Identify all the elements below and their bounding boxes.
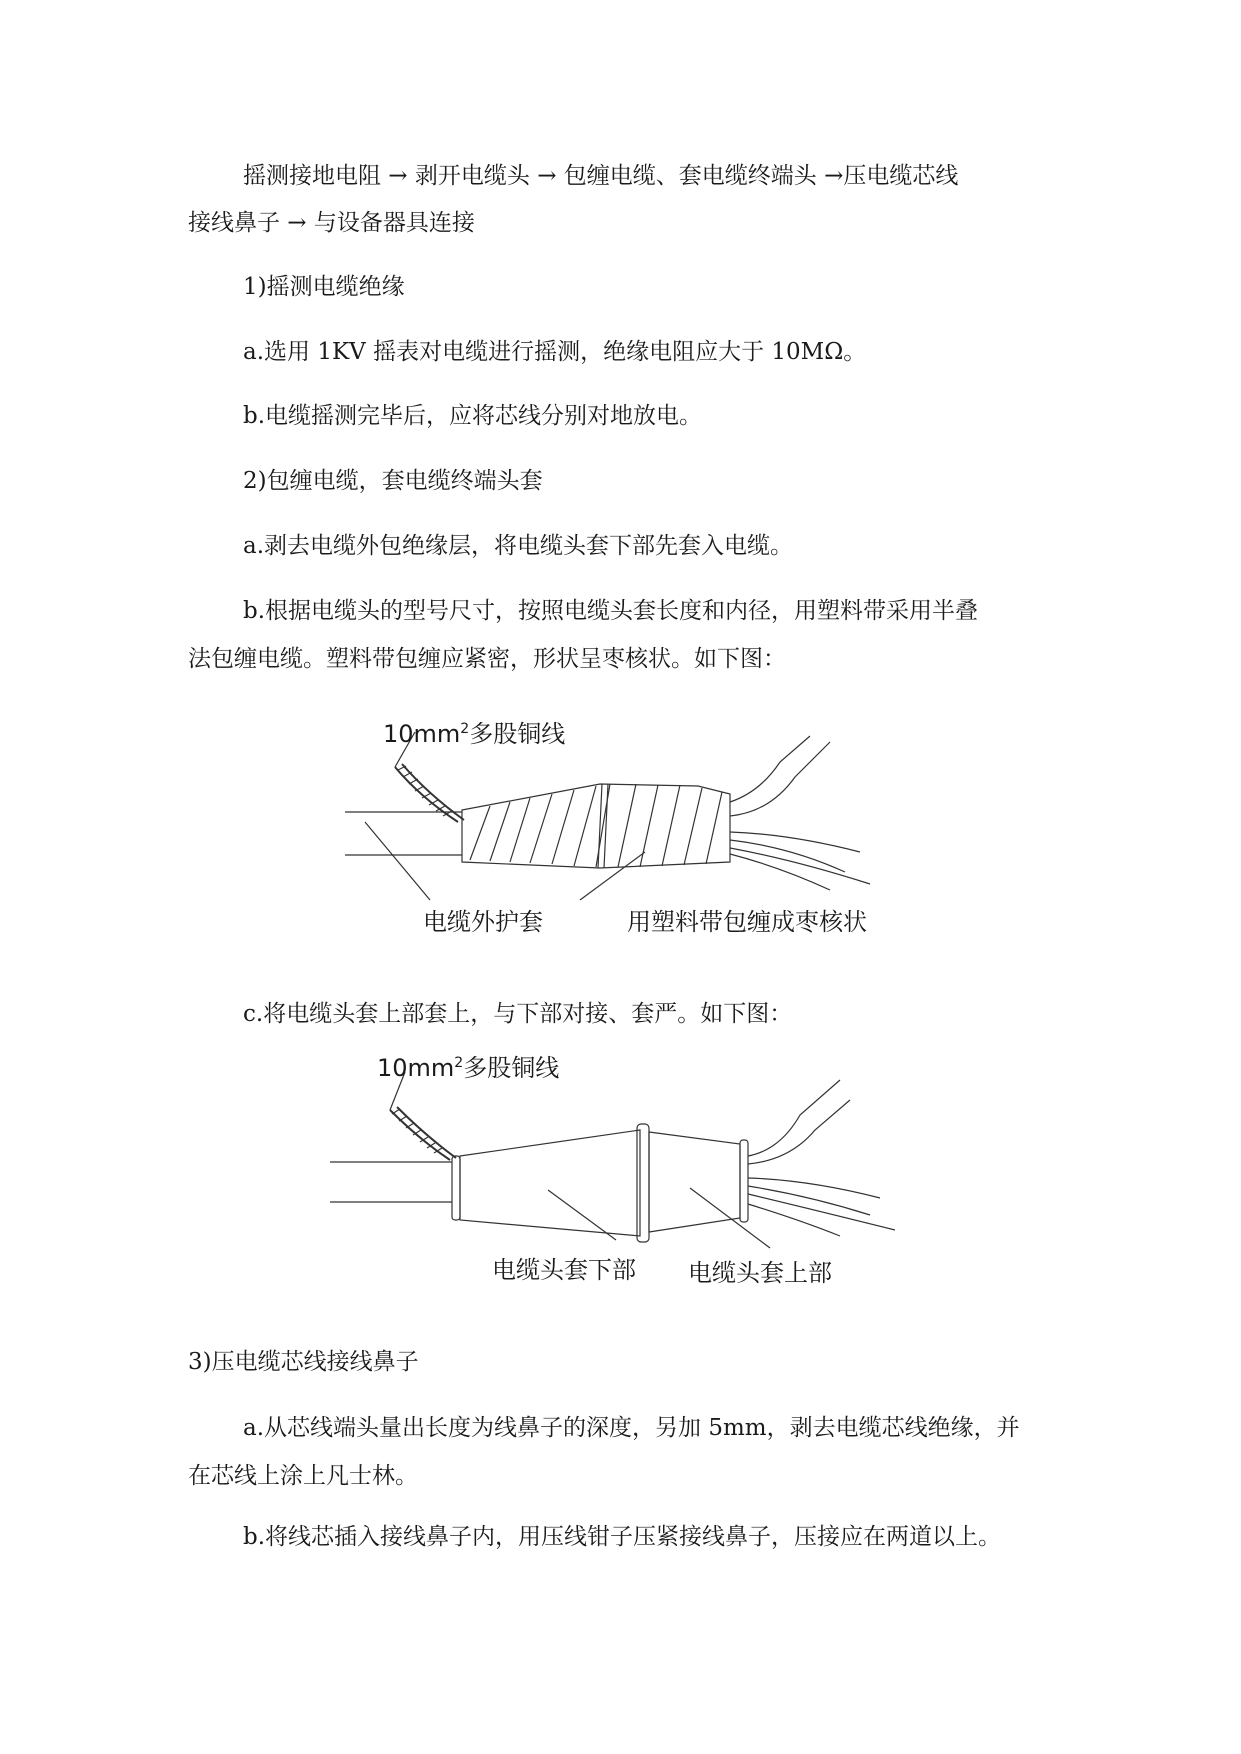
section-1-item-b: b.电缆摇测完毕后，应将芯线分别对地放电。 <box>243 403 703 429</box>
section-3-item-a-line-2: 在芯线上涂上凡士林。 <box>188 1463 418 1489</box>
section-2-title: 2)包缠电缆，套电缆终端头套 <box>243 468 543 494</box>
flow-line-2: 接线鼻子 → 与设备器具连接 <box>188 210 475 236</box>
section-2-item-b-line-2: 法包缠电缆。塑料带包缠应紧密，形状呈枣核状。如下图： <box>188 646 786 672</box>
section-3-item-b: b.将线芯插入接线鼻子内，用压线钳子压紧接线鼻子，压接应在两道以上。 <box>243 1524 1002 1550</box>
sleeve-lower <box>460 1130 640 1236</box>
figure-cable-head-sleeve <box>320 1054 940 1300</box>
section-1-item-a: a.选用 1KV 摇表对电缆进行摇测，绝缘电阻应大于 10MΩ。 <box>243 339 867 365</box>
copper-wire-2 <box>390 1110 450 1160</box>
section-3-item-a-line-1: a.从芯线端头量出长度为线鼻子的深度，另加 5mm，剥去电缆芯线绝缘，并 <box>243 1415 1020 1441</box>
fig2-lower-label: 电缆头套下部 <box>492 1256 636 1284</box>
section-2-item-a: a.剥去电缆外包绝缘层，将电缆头套下部先套入电缆。 <box>243 533 794 559</box>
fig1-wrap-label: 用塑料带包缠成枣核状 <box>627 908 867 936</box>
fig1-wire-label: $10mm^2$多股铜线 <box>383 720 566 748</box>
section-3-title: 3)压电缆芯线接线鼻子 <box>188 1349 419 1375</box>
fig2-upper-label: 电缆头套上部 <box>688 1259 832 1287</box>
leader-lower <box>548 1190 616 1240</box>
fig1-sheath-label: 电缆外护套 <box>423 908 543 936</box>
section-2-item-c: c.将电缆头套上部套上，与下部对接、套严。如下图： <box>243 1001 793 1027</box>
leader-sheath <box>365 822 430 900</box>
ring-left <box>452 1156 460 1220</box>
leader-wrap <box>580 852 645 900</box>
flow-line-1: 摇测接地电阻 → 剥开电缆头 → 包缠电缆、套电缆终端头 →压电缆芯线 <box>243 163 959 189</box>
ring-middle <box>637 1124 649 1242</box>
copper-wire <box>395 767 458 822</box>
section-1-title: 1)摇测电缆绝缘 <box>243 274 405 300</box>
sleeve-upper <box>649 1132 740 1232</box>
figure-cable-wrapping <box>340 722 940 952</box>
fig2-wire-label: $10mm^2$多股铜线 <box>377 1054 560 1082</box>
section-2-item-b-line-1: b.根据电缆头的型号尺寸，按照电缆头套长度和内径，用塑料带采用半叠 <box>243 598 979 624</box>
exit-wire-1 <box>730 736 810 802</box>
exit-wire-2 <box>748 1080 840 1156</box>
ring-right <box>740 1140 748 1222</box>
